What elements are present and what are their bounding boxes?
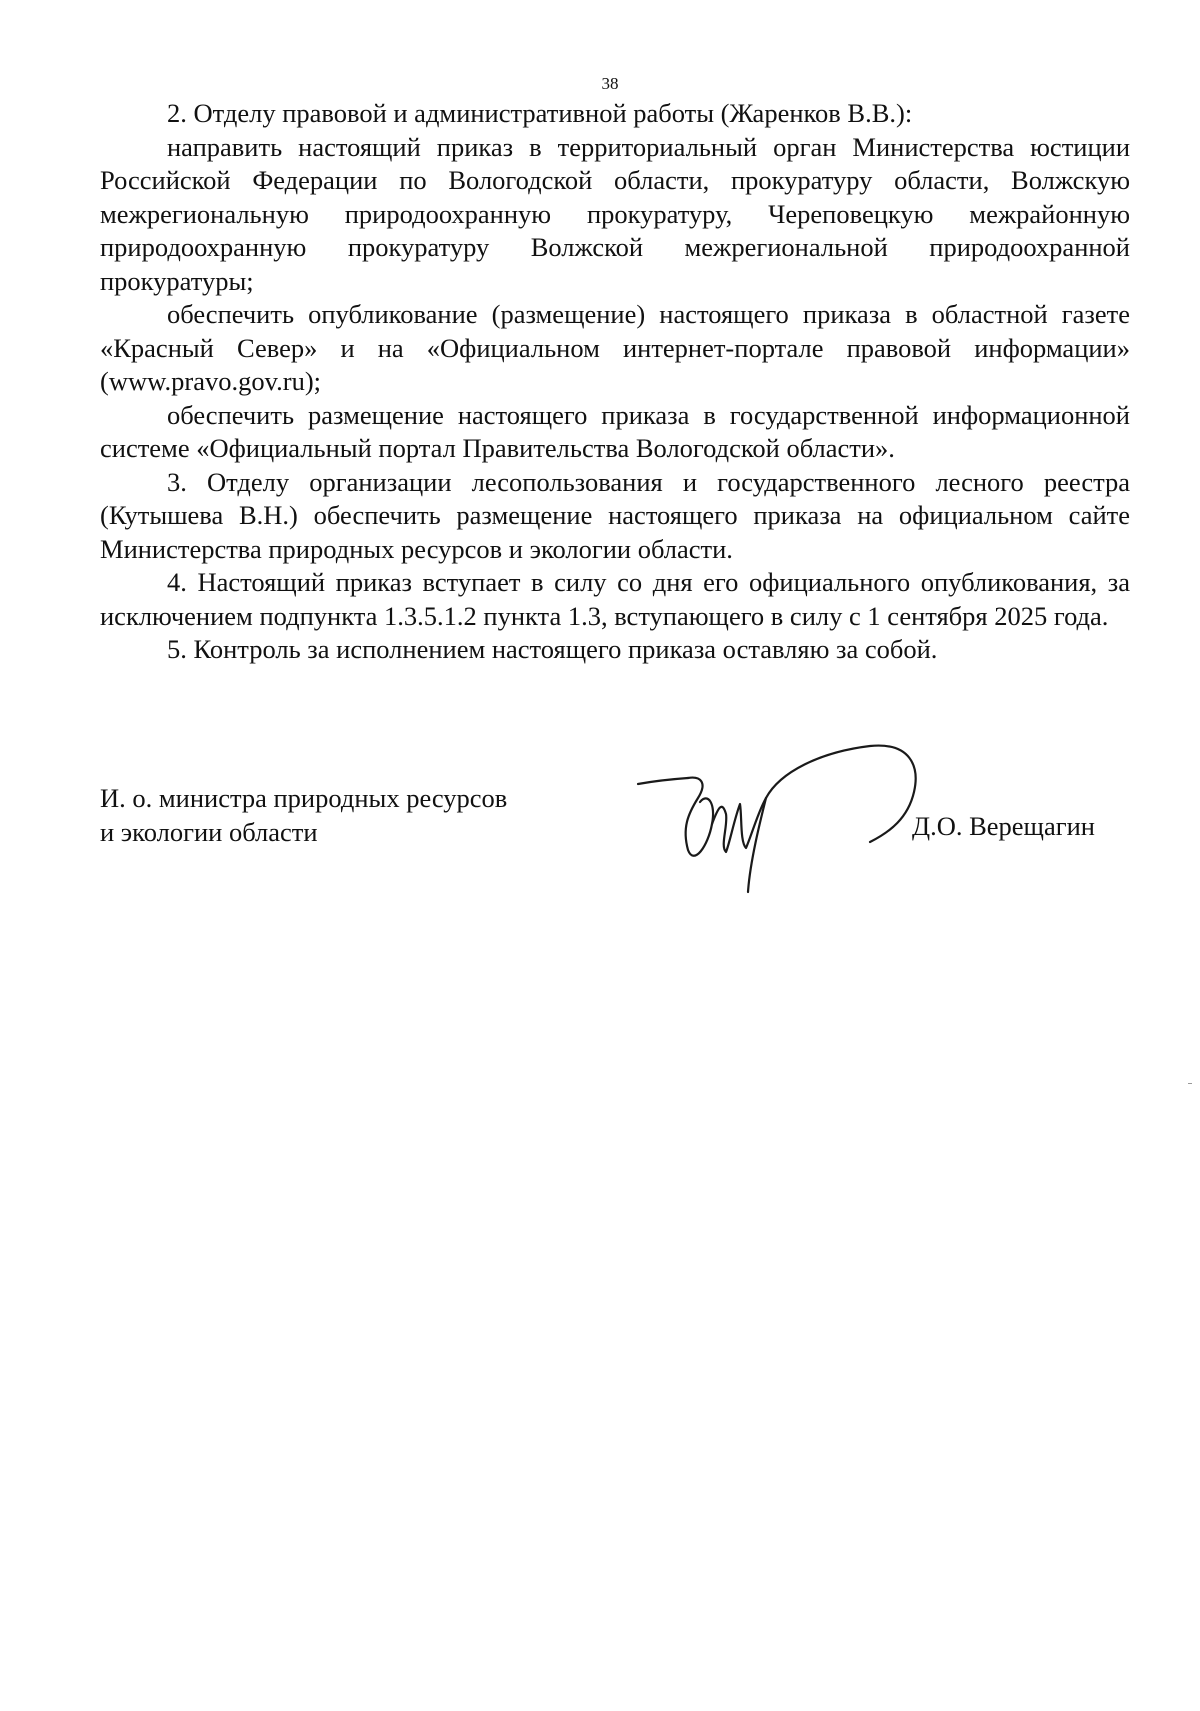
paragraph-3: 3. Отделу организации лесопользования и государственного лесного реестра (Кутышева В.Н.) обеспечить размещение настоящего приказа на официальном сайте Министерства природных ресурсов и экологии области. [100, 466, 1130, 564]
signer-position [100, 782, 580, 849]
paragraph-2-place-order: обеспечить размещение настоящего приказа в государственной информационной системе «Официальный портал Правительства Вологодской области». [100, 399, 1130, 463]
signer-position-line-1: И. о. министра природных ресурсов [100, 783, 508, 813]
page-number: 38 [601, 74, 619, 93]
signature-block [100, 782, 1120, 922]
scan-mark [1188, 1083, 1192, 1084]
paragraph-4: 4. Настоящий приказ вступает в силу со дня его официального опубликования, за исключением подпункта 1.3.5.1.2 пункта 1.3, вступающего в силу с 1 сентября 2025 года. [100, 567, 1130, 631]
document-body [100, 97, 1130, 667]
paragraph-2-publish-order: обеспечить опубликование (размещение) настоящего приказа в областной газете «Красный Север» и на «Официальном интернет-портале правовой информации» (www.pravo.gov.ru); [100, 299, 1130, 396]
signer-position-line-2: и экологии области [100, 816, 318, 847]
paragraph-5: 5. Контроль за исполнением настоящего приказа оставляю за собой. [167, 634, 938, 664]
paragraph-2: 2. Отделу правовой и административной работы (Жаренков В.В.): [167, 98, 913, 128]
paragraph-2-send-order: направить настоящий приказ в территориальный орган Министерства юстиции Российской Федерации по Вологодской области, прокуратуру области, Волжскую межрегиональную природоохранную прокуратуру, Череповецкую межрайонную природоохранную прокуратуру Волжской межрегиональной природоохранной прокуратуры; [100, 131, 1130, 296]
signer-name: Д.О. Верещагин [912, 811, 1095, 841]
